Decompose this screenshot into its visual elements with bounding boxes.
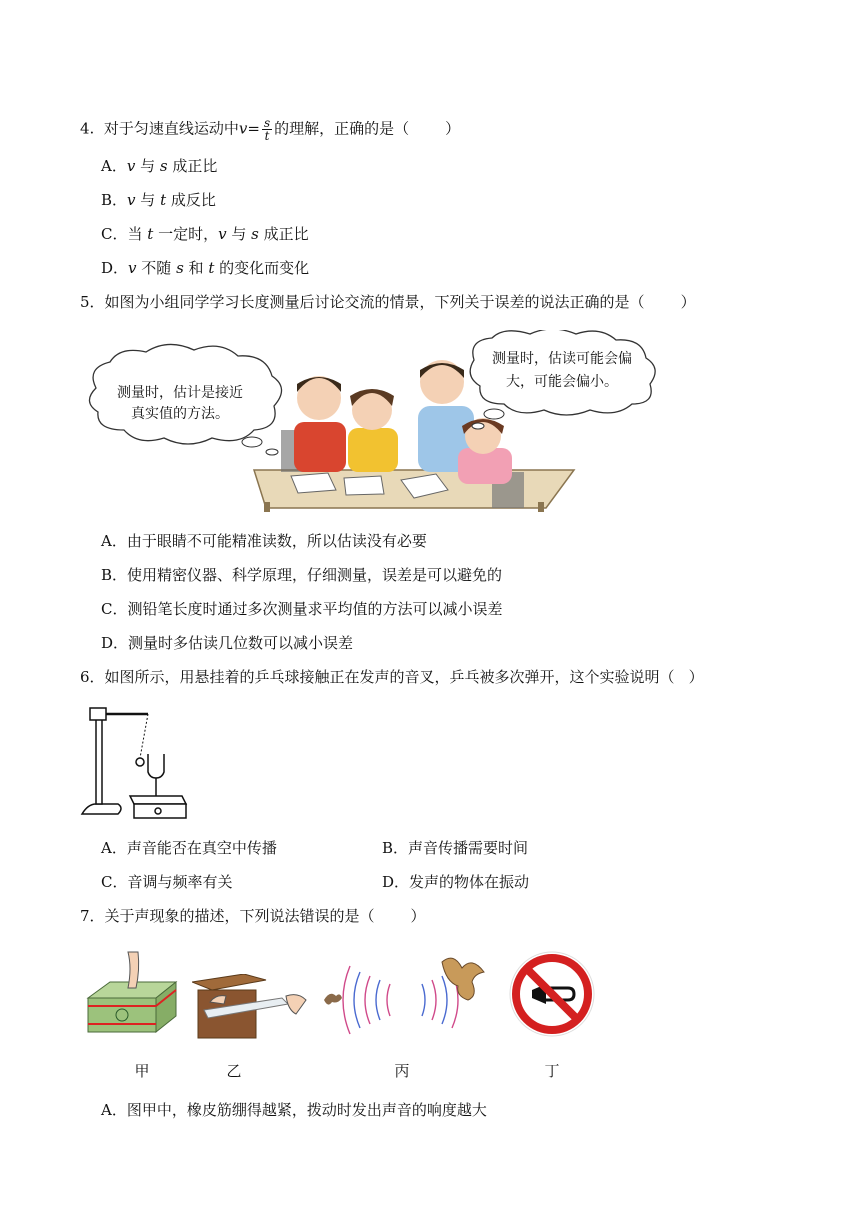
figure-yi-ruler-on-table	[192, 974, 312, 1040]
caption-jia: 甲	[134, 1062, 150, 1080]
question-5-option-b[interactable]: B．使用精密仪器、科学原理，仔细测量，误差是可以避免的	[101, 566, 503, 584]
caption-ding: 丁	[544, 1062, 560, 1080]
question-5-option-a[interactable]: A．由于眼睛不可能精准读数，所以估读没有必要	[101, 532, 427, 550]
figure-ding-no-honking-sign	[508, 950, 596, 1038]
question-6-option-a[interactable]: A．声音能否在真空中传播	[101, 839, 277, 857]
question-4-option-d[interactable]: D．v 不随 s 和 t 的变化而变化	[101, 259, 310, 277]
svg-text:测量时，估读可能会偏: 测量时，估读可能会偏	[492, 351, 632, 367]
paper-1	[291, 473, 336, 493]
question-6-option-d[interactable]: D．发声的物体在振动	[382, 873, 530, 891]
question-4-option-a[interactable]: A．v 与 s 成正比	[101, 157, 218, 175]
ping-pong-ball	[136, 758, 144, 766]
discussion-illustration	[76, 330, 686, 512]
student-pink	[458, 418, 512, 484]
tuning-fork-apparatus	[78, 700, 192, 824]
speech-bubble-left	[89, 344, 281, 455]
question-4-option-c[interactable]: C．当 t 一定时，v 与 s 成正比	[101, 225, 309, 243]
question-7-option-a[interactable]: A．图甲中，橡皮筋绷得越紧，拨动时发出声音的响度越大	[101, 1101, 487, 1119]
question-4-option-b[interactable]: B．v 与 t 成反比	[101, 191, 216, 209]
resonance-box	[134, 804, 186, 818]
fraction-s-over-t: $\frac{s}{t}$	[263, 116, 271, 143]
tuning-fork	[148, 754, 164, 778]
paper-2	[344, 476, 384, 495]
figure-jia-rubber-band-box	[84, 948, 180, 1040]
student-yellow	[348, 389, 398, 472]
question-6-option-b[interactable]: B．声音传播需要时间	[382, 839, 529, 857]
large-bat	[442, 958, 484, 1000]
caption-yi: 乙	[226, 1062, 242, 1080]
speech-bubble-right	[470, 330, 655, 429]
finger	[128, 952, 139, 988]
question-5-option-c[interactable]: C．测铅笔长度时通过多次测量求平均值的方法可以减小误差	[101, 600, 503, 618]
stand-rod	[96, 712, 102, 804]
question-4-stem: 4. 对于匀速直线运动中v= $\frac{s}{t}$ 的理解，正确的是（ ）	[80, 116, 461, 143]
student-red	[294, 376, 346, 472]
small-bat	[324, 994, 342, 1005]
question-6-option-c[interactable]: C．音调与频率有关	[101, 873, 233, 891]
caption-bing: 丙	[394, 1062, 410, 1080]
question-7-stem: 7．关于声现象的描述，下列说法错误的是（ ）	[80, 907, 426, 925]
svg-text:真实值的方法。: 真实值的方法。	[131, 406, 229, 422]
svg-text:测量时，估计是接近: 测量时，估计是接近	[117, 385, 243, 401]
question-6-stem: 6．如图所示，用悬挂着的乒乓球接触正在发声的音叉，乒乓被多次弹开，这个实验说明（ ）	[80, 668, 704, 686]
svg-text:大，可能会偏小。: 大，可能会偏小。	[506, 374, 618, 390]
question-5-stem: 5．如图为小组同学学习长度测量后讨论交流的情景，下列关于误差的说法正确的是（ ）	[80, 293, 696, 311]
figure-bing-bat-echolocation	[322, 952, 490, 1048]
question-5-option-d[interactable]: D．测量时多估读几位数可以减小误差	[101, 634, 354, 652]
stand-base	[82, 804, 121, 814]
